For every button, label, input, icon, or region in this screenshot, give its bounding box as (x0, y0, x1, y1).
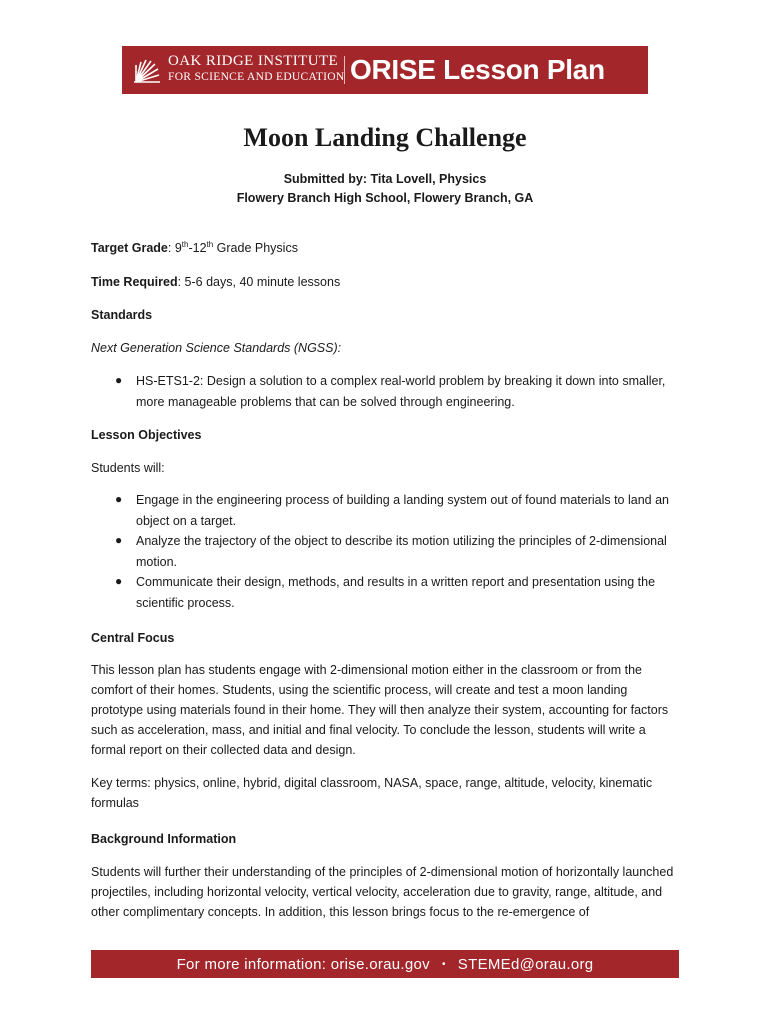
central-focus-heading: Central Focus (91, 631, 175, 645)
objective-item: Analyze the trajectory of the object to describe its motion utilizing the principles of 2-dimensional motion. (136, 534, 667, 569)
school-line: Flowery Branch High School, Flowery Branch, GA (236, 191, 534, 205)
time-required (91, 272, 681, 292)
objective-item: Engage in the engineering process of building a landing system out of found materials to land an object on a target. (136, 493, 669, 528)
institute-line2: FOR SCIENCE AND EDUCATION (168, 71, 345, 83)
standards-subheading: Next Generation Science Standards (NGSS): (91, 341, 342, 355)
institute-line1: OAK RIDGE INSTITUTE (168, 53, 339, 69)
target-grade-sup1: th (181, 239, 189, 249)
target-grade-post: Grade Physics (213, 241, 298, 255)
target-grade-mid: -12 (188, 241, 207, 255)
bullet-icon: ● (115, 574, 123, 588)
objective-item: Communicate their design, methods, and results in a written report and presentation using the scientific process. (136, 575, 656, 610)
footer-website: For more information: orise.orau.gov (176, 955, 430, 973)
target-grade (91, 238, 681, 258)
objectives-heading: Lesson Objectives (91, 428, 202, 442)
header-banner (122, 46, 648, 94)
bullet-icon: ● (115, 373, 123, 387)
institute-name (168, 54, 345, 84)
objectives-intro: Students will: (91, 461, 165, 475)
footer-banner (91, 950, 679, 978)
central-focus-paragraph: This lesson plan has students engage with 2-dimensional motion either in the classroom or from the comfort of their homes. Students, using the scientific process, will create and test a moon landing prototype using materials found in their home. They will then analyze their system, accounting for factors such as acceleration, mass, and initial and final velocity. To conclude the lesson, students will write a formal report on their collected data and design. (91, 663, 669, 757)
background-heading: Background Information (91, 832, 237, 846)
orise-sunburst-logo (132, 55, 162, 85)
background-paragraph: Students will further their understanding of the principles of 2-dimensional motion of horizontally launched projectiles, including horizontal velocity, vertical velocity, acceleration due to gravity, range, altitude, and other complimentary concepts. In addition, this lesson brings focus to the re-emergence of (91, 865, 674, 919)
footer-email: STEMEd@orau.org (457, 955, 594, 973)
standard-item: HS-ETS1-2: Design a solution to a complex real-world problem by breaking it down into smaller, more manageable problems that can be solved through engineering. (136, 374, 666, 409)
banner-title: ORISE Lesson Plan (350, 54, 605, 85)
footer-separator: • (441, 958, 446, 970)
target-grade-sup2: th (206, 239, 214, 249)
submitted-by: Submitted by: Tita Lovell, Physics (283, 172, 487, 186)
standards-heading: Standards (91, 308, 153, 322)
time-required-value: : 5-6 days, 40 minute lessons (177, 275, 341, 289)
page-title: Moon Landing Challenge (243, 123, 527, 152)
target-grade-label: Target Grade (91, 241, 168, 255)
bullet-icon: ● (115, 492, 123, 506)
bullet-icon: ● (115, 533, 123, 547)
key-terms: Key terms: physics, online, hybrid, digital classroom, NASA, space, range, altitude, velocity, kinematic formulas (91, 776, 653, 810)
time-required-label: Time Required (91, 275, 178, 289)
banner-divider (344, 56, 345, 84)
target-grade-pre: : 9 (167, 241, 182, 255)
